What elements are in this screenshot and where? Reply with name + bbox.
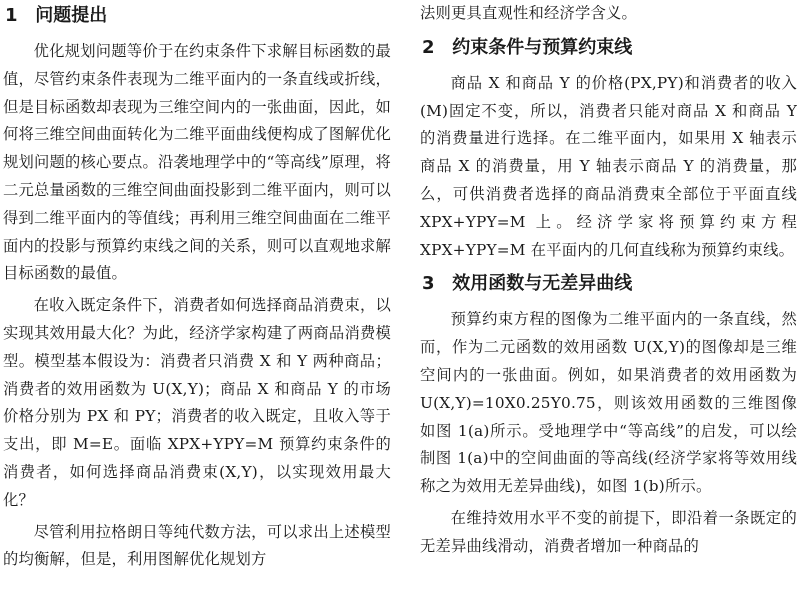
- section-heading-2: [420, 34, 797, 62]
- paragraph-continuation: 法则更具直观性和经济学含义。: [420, 4, 637, 22]
- paragraph: 尽管利用拉格朗日等纯代数方法，可以求出上述模型的均衡解，但是，利用图解优化规划方: [3, 522, 391, 569]
- left-column: [3, 0, 391, 578]
- paragraph: 预算约束方程的图像为二维平面内的一条直线，然而，作为二元函数的效用函数 U(X,Y)的图像却是三维空间内的一张曲面。例如，如果消费者的效用函数为 U(X,Y)=10X0.25Y0.75，则该效用函数的三维图像如图 1(a)所示。受地理学中“等高线”的启发，可以绘制图 1(a)中的空间曲面的等高线(经济学家将等效用线称之为效用无差异曲线)，如图 1(b)所示。: [420, 310, 797, 496]
- section-title: 问题提出: [35, 5, 108, 26]
- paragraph: 在维持效用水平不变的前提下，即沿着一条既定的无差异曲线滑动，消费者增加一种商品的: [420, 508, 797, 555]
- section-number: 2: [422, 36, 435, 58]
- paragraph: 商品 X 和商品 Y 的价格(PX,PY)和消费者的收入(M)固定不变，所以，消费者只能对商品 X 和商品 Y 的消费量进行选择。在二维平面内，如果用 X 轴表示商品 X 的消费量，用 Y 轴表示商品 Y 的消费量，那么，可供消费者选择的商品消费束全部位于平面直线 XPX+YPY=M 上。经济学家将预算约束方程 XPX+YPY=M 在平面内的几何直线称为预算约束线。: [420, 73, 797, 259]
- section-number: 3: [422, 273, 435, 295]
- section-title: 约束条件与预算约束线: [452, 36, 633, 58]
- section-number: 1: [5, 5, 18, 26]
- paragraph: 优化规划问题等价于在约束条件下求解目标函数的最值，尽管约束条件表现为二维平面内的一条直线或折线，但是目标函数却表现为三维空间内的一张曲面，因此，如何将三维空间曲面转化为二维平面曲线便构成了图解优化规划问题的核心要点。沿袭地理学中的“等高线”原理，将二元总量函数的三维空间曲面投影到二维平面内，则可以得到二维平面内的等值线；再利用三维空间曲面在二维平面内的投影与预算约束线之间的关系，则可以直观地求解目标函数的最值。: [3, 42, 391, 283]
- right-column: [420, 0, 797, 565]
- section-heading-3: [420, 270, 797, 298]
- section-heading-1: [3, 2, 391, 30]
- section-title: 效用函数与无差异曲线: [452, 273, 633, 295]
- paragraph: 在收入既定条件下，消费者如何选择商品消费束，以实现其效用最大化？为此，经济学家构建了两商品消费模型。模型基本假设为：消费者只消费 X 和 Y 两种商品；消费者的效用函数为 U(X,Y)；商品 X 和商品 Y 的市场价格分别为 PX 和 PY；消费者的收入既定，且收入等于支出，即 M=E。面临 XPX+YPY=M 预算约束条件的消费者，如何选择商品消费束(X,Y)，以实现效用最大化？: [3, 296, 391, 509]
